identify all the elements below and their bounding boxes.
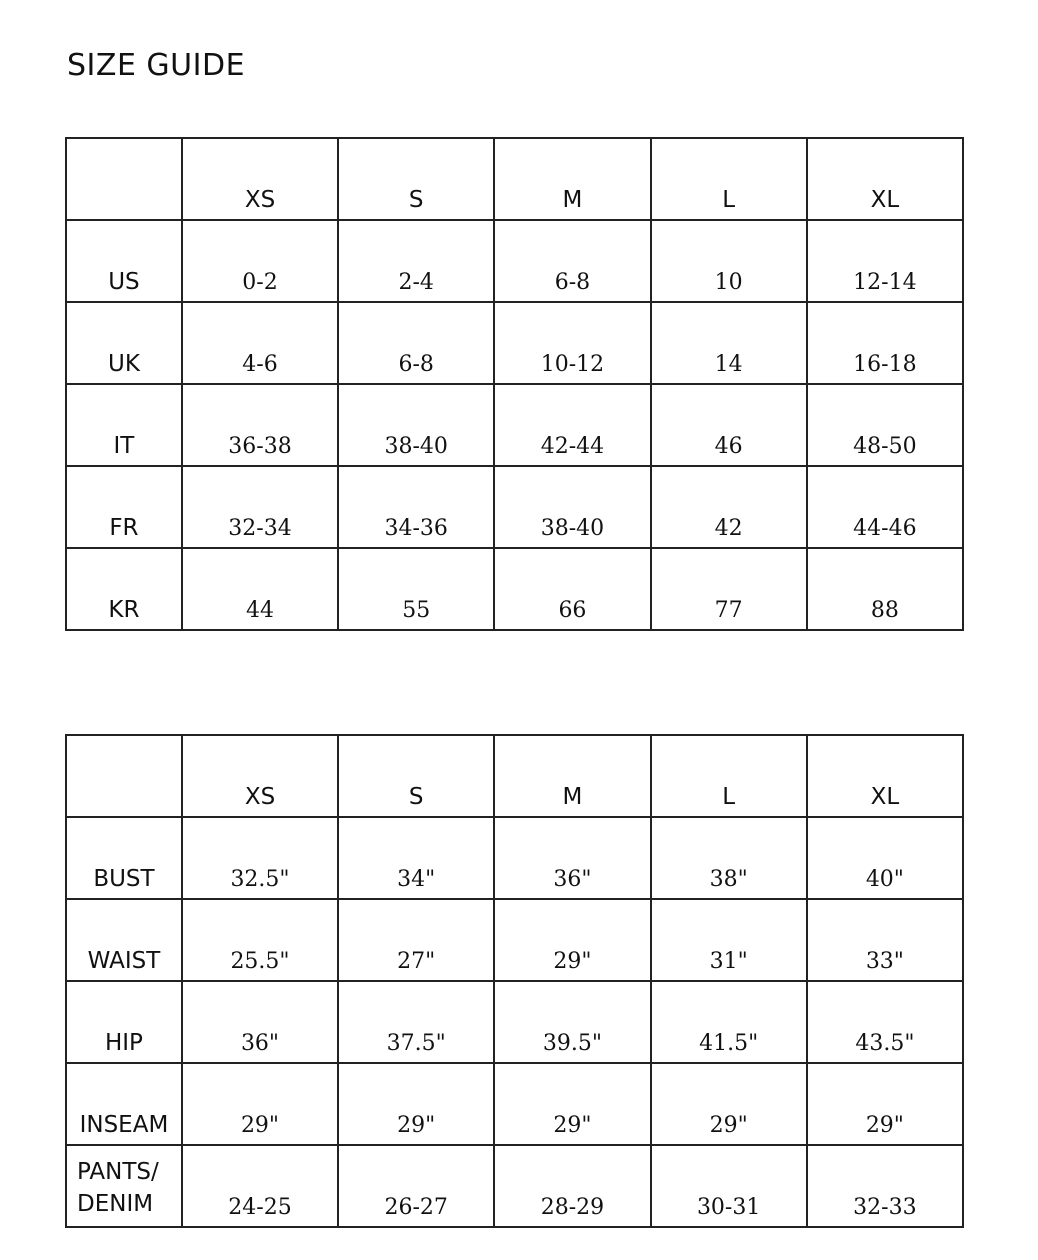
header-cell-l: L xyxy=(651,138,807,220)
table-cell: 34-36 xyxy=(338,466,494,548)
table-cell: 27" xyxy=(338,899,494,981)
table-cell: 55 xyxy=(338,548,494,630)
table-cell: 6-8 xyxy=(338,302,494,384)
table-row xyxy=(66,899,963,981)
table-cell: 4-6 xyxy=(182,302,338,384)
table-row xyxy=(66,302,963,384)
table-cell: 38-40 xyxy=(494,466,650,548)
table-cell: 41.5" xyxy=(651,981,807,1063)
measurements-size-table xyxy=(65,734,964,1228)
table-cell: 36-38 xyxy=(182,384,338,466)
table-cell: 31" xyxy=(651,899,807,981)
table-cell: 0-2 xyxy=(182,220,338,302)
table-cell: 29" xyxy=(494,1063,650,1145)
table-row xyxy=(66,466,963,548)
table-cell: 44-46 xyxy=(807,466,963,548)
table-cell: 46 xyxy=(651,384,807,466)
table-cell: 33" xyxy=(807,899,963,981)
row-label-inseam: INSEAM xyxy=(66,1063,182,1145)
table-row xyxy=(66,981,963,1063)
table-cell: 32-33 xyxy=(807,1145,963,1227)
table-cell: 32.5" xyxy=(182,817,338,899)
table-cell: 40" xyxy=(807,817,963,899)
row-label-pants-denim xyxy=(66,1145,182,1227)
table-cell: 10-12 xyxy=(494,302,650,384)
table-cell: 29" xyxy=(651,1063,807,1145)
corner-cell xyxy=(66,735,182,817)
row-label-hip: HIP xyxy=(66,981,182,1063)
header-cell-s: S xyxy=(338,735,494,817)
table-header-row xyxy=(66,735,963,817)
table-row xyxy=(66,817,963,899)
table-cell: 24-25 xyxy=(182,1145,338,1227)
row-label-bust: BUST xyxy=(66,817,182,899)
row-label-line: PANTS/ xyxy=(77,1159,159,1185)
table-cell: 29" xyxy=(494,899,650,981)
table-cell: 28-29 xyxy=(494,1145,650,1227)
table-row xyxy=(66,1145,963,1227)
table-cell: 32-34 xyxy=(182,466,338,548)
table-cell: 12-14 xyxy=(807,220,963,302)
header-cell-xs: XS xyxy=(182,138,338,220)
page-title: SIZE GUIDE xyxy=(67,48,246,83)
table-cell: 36" xyxy=(494,817,650,899)
header-cell-m: M xyxy=(494,735,650,817)
header-cell-s: S xyxy=(338,138,494,220)
table-row xyxy=(66,384,963,466)
international-size-table xyxy=(65,137,964,631)
table-cell: 38-40 xyxy=(338,384,494,466)
header-cell-m: M xyxy=(494,138,650,220)
row-label-kr: KR xyxy=(66,548,182,630)
table-cell: 29" xyxy=(807,1063,963,1145)
table-cell: 48-50 xyxy=(807,384,963,466)
row-label-fr: FR xyxy=(66,466,182,548)
table-cell: 26-27 xyxy=(338,1145,494,1227)
row-label-it: IT xyxy=(66,384,182,466)
header-cell-xs: XS xyxy=(182,735,338,817)
table-cell: 29" xyxy=(338,1063,494,1145)
table-cell: 39.5" xyxy=(494,981,650,1063)
table-cell: 38" xyxy=(651,817,807,899)
row-label-us: US xyxy=(66,220,182,302)
table-cell: 88 xyxy=(807,548,963,630)
table-cell: 37.5" xyxy=(338,981,494,1063)
table-cell: 6-8 xyxy=(494,220,650,302)
table-cell: 43.5" xyxy=(807,981,963,1063)
header-cell-xl: XL xyxy=(807,138,963,220)
header-cell-xl: XL xyxy=(807,735,963,817)
header-cell-l: L xyxy=(651,735,807,817)
table-cell: 36" xyxy=(182,981,338,1063)
table-cell: 2-4 xyxy=(338,220,494,302)
table-cell: 25.5" xyxy=(182,899,338,981)
table-row xyxy=(66,1063,963,1145)
table-cell: 16-18 xyxy=(807,302,963,384)
table-cell: 42 xyxy=(651,466,807,548)
table-header-row xyxy=(66,138,963,220)
table-cell: 30-31 xyxy=(651,1145,807,1227)
table-cell: 66 xyxy=(494,548,650,630)
table-row xyxy=(66,548,963,630)
row-label-line: DENIM xyxy=(77,1191,154,1217)
table-cell: 34" xyxy=(338,817,494,899)
table-cell: 29" xyxy=(182,1063,338,1145)
table-cell: 44 xyxy=(182,548,338,630)
table-row xyxy=(66,220,963,302)
corner-cell xyxy=(66,138,182,220)
table-cell: 10 xyxy=(651,220,807,302)
row-label-uk: UK xyxy=(66,302,182,384)
row-label-waist: WAIST xyxy=(66,899,182,981)
table-cell: 14 xyxy=(651,302,807,384)
table-cell: 42-44 xyxy=(494,384,650,466)
table-cell: 77 xyxy=(651,548,807,630)
